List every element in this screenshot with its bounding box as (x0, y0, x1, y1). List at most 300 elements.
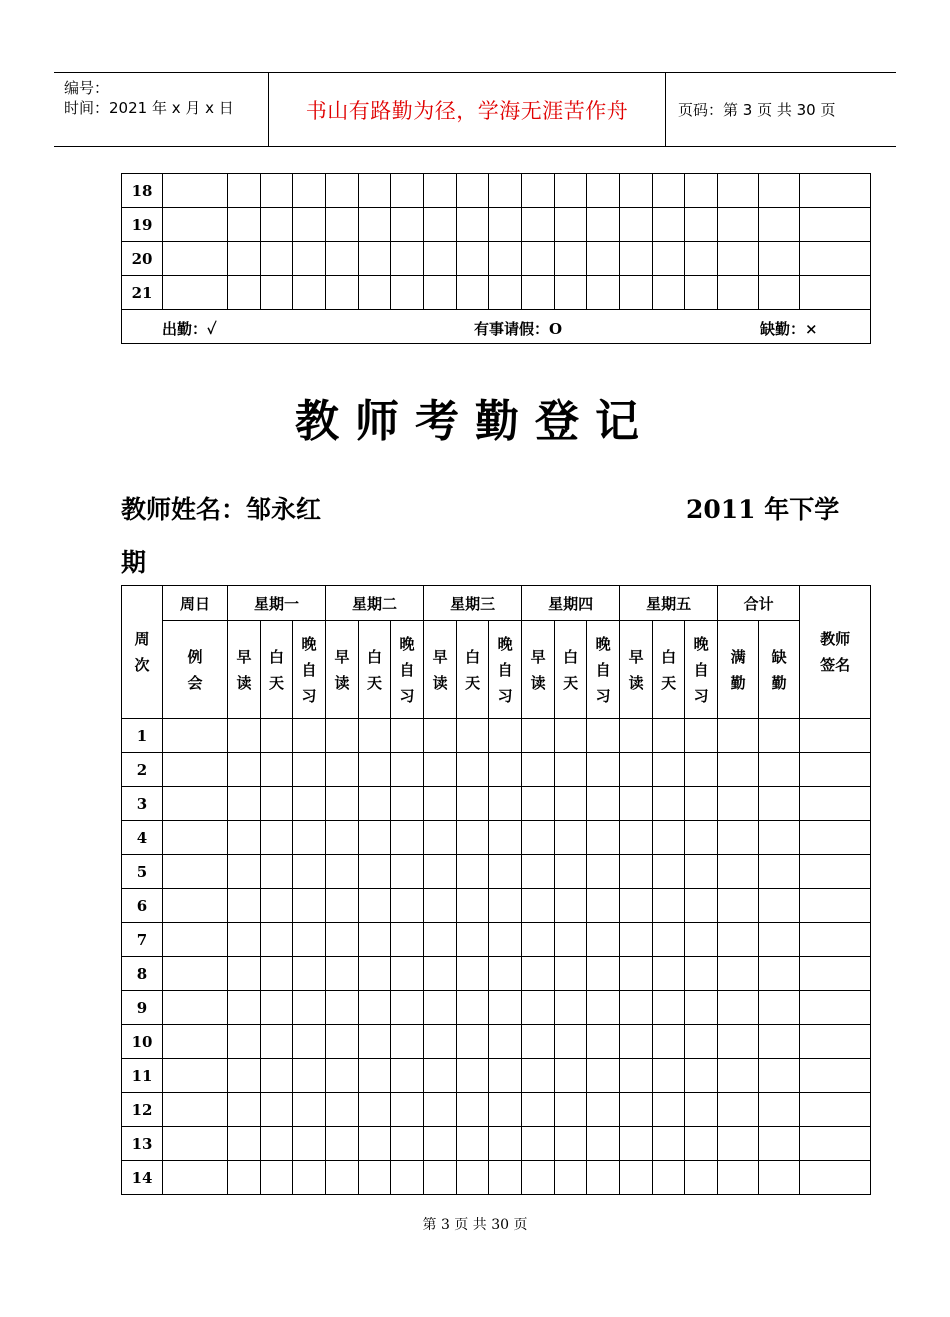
attendance-cell[interactable] (326, 753, 359, 787)
attendance-cell[interactable] (293, 1127, 326, 1161)
attendance-cell[interactable] (261, 923, 293, 957)
attendance-cell[interactable] (261, 208, 293, 242)
attendance-cell[interactable] (163, 174, 228, 208)
attendance-cell[interactable] (457, 957, 489, 991)
attendance-cell[interactable] (653, 1059, 685, 1093)
attendance-cell[interactable] (293, 787, 326, 821)
attendance-cell[interactable] (293, 753, 326, 787)
attendance-cell[interactable] (457, 889, 489, 923)
attendance-cell[interactable] (653, 276, 685, 310)
attendance-cell[interactable] (228, 719, 261, 753)
attendance-cell[interactable] (555, 957, 587, 991)
attendance-cell[interactable] (228, 753, 261, 787)
attendance-cell[interactable] (359, 276, 391, 310)
attendance-cell[interactable] (587, 242, 620, 276)
attendance-cell[interactable] (587, 1161, 620, 1195)
attendance-cell[interactable] (489, 1059, 522, 1093)
attendance-cell[interactable] (293, 1025, 326, 1059)
attendance-cell[interactable] (261, 276, 293, 310)
attendance-cell[interactable] (718, 174, 759, 208)
attendance-cell[interactable] (685, 1059, 718, 1093)
attendance-cell[interactable] (620, 991, 653, 1025)
attendance-cell[interactable] (261, 1025, 293, 1059)
attendance-cell[interactable] (489, 1127, 522, 1161)
attendance-cell[interactable] (620, 276, 653, 310)
attendance-cell[interactable] (228, 923, 261, 957)
attendance-cell[interactable] (261, 889, 293, 923)
attendance-cell[interactable] (555, 208, 587, 242)
attendance-cell[interactable] (359, 821, 391, 855)
attendance-cell[interactable] (261, 1059, 293, 1093)
attendance-cell[interactable] (391, 923, 424, 957)
attendance-cell[interactable] (228, 242, 261, 276)
attendance-cell[interactable] (457, 1093, 489, 1127)
attendance-cell[interactable] (359, 242, 391, 276)
attendance-cell[interactable] (391, 719, 424, 753)
attendance-cell[interactable] (424, 923, 457, 957)
attendance-cell[interactable] (718, 855, 759, 889)
attendance-cell[interactable] (653, 1093, 685, 1127)
attendance-cell[interactable] (359, 719, 391, 753)
attendance-cell[interactable] (293, 276, 326, 310)
attendance-cell[interactable] (685, 719, 718, 753)
attendance-cell[interactable] (391, 174, 424, 208)
attendance-cell[interactable] (326, 923, 359, 957)
attendance-cell[interactable] (391, 991, 424, 1025)
attendance-cell[interactable] (163, 1025, 228, 1059)
attendance-cell[interactable] (759, 1025, 800, 1059)
attendance-cell[interactable] (685, 753, 718, 787)
attendance-cell[interactable] (685, 1161, 718, 1195)
attendance-cell[interactable] (457, 787, 489, 821)
attendance-cell[interactable] (685, 208, 718, 242)
attendance-cell[interactable] (587, 719, 620, 753)
attendance-cell[interactable] (261, 855, 293, 889)
attendance-cell[interactable] (555, 855, 587, 889)
attendance-cell[interactable] (391, 1127, 424, 1161)
attendance-cell[interactable] (326, 276, 359, 310)
attendance-cell[interactable] (587, 821, 620, 855)
attendance-cell[interactable] (261, 753, 293, 787)
attendance-cell[interactable] (163, 208, 228, 242)
attendance-cell[interactable] (359, 1093, 391, 1127)
attendance-cell[interactable] (359, 889, 391, 923)
attendance-cell[interactable] (800, 276, 871, 310)
attendance-cell[interactable] (359, 787, 391, 821)
attendance-cell[interactable] (261, 1127, 293, 1161)
attendance-cell[interactable] (620, 889, 653, 923)
attendance-cell[interactable] (261, 1161, 293, 1195)
attendance-cell[interactable] (424, 855, 457, 889)
attendance-cell[interactable] (489, 174, 522, 208)
attendance-cell[interactable] (759, 787, 800, 821)
attendance-cell[interactable] (800, 787, 871, 821)
attendance-cell[interactable] (587, 855, 620, 889)
attendance-cell[interactable] (759, 276, 800, 310)
attendance-cell[interactable] (800, 1093, 871, 1127)
attendance-cell[interactable] (718, 719, 759, 753)
attendance-cell[interactable] (293, 208, 326, 242)
attendance-cell[interactable] (685, 991, 718, 1025)
attendance-cell[interactable] (620, 1127, 653, 1161)
attendance-cell[interactable] (555, 174, 587, 208)
attendance-cell[interactable] (759, 1059, 800, 1093)
attendance-cell[interactable] (800, 991, 871, 1025)
attendance-cell[interactable] (326, 208, 359, 242)
attendance-cell[interactable] (261, 787, 293, 821)
attendance-cell[interactable] (759, 208, 800, 242)
attendance-cell[interactable] (359, 174, 391, 208)
attendance-cell[interactable] (620, 821, 653, 855)
attendance-cell[interactable] (522, 242, 555, 276)
attendance-cell[interactable] (489, 753, 522, 787)
attendance-cell[interactable] (326, 174, 359, 208)
attendance-cell[interactable] (522, 1161, 555, 1195)
attendance-cell[interactable] (759, 753, 800, 787)
attendance-cell[interactable] (391, 276, 424, 310)
attendance-cell[interactable] (522, 1127, 555, 1161)
attendance-cell[interactable] (555, 923, 587, 957)
attendance-cell[interactable] (326, 1059, 359, 1093)
attendance-cell[interactable] (685, 276, 718, 310)
attendance-cell[interactable] (228, 855, 261, 889)
attendance-cell[interactable] (653, 1161, 685, 1195)
attendance-cell[interactable] (685, 957, 718, 991)
attendance-cell[interactable] (424, 242, 457, 276)
attendance-cell[interactable] (424, 957, 457, 991)
attendance-cell[interactable] (326, 855, 359, 889)
attendance-cell[interactable] (653, 1127, 685, 1161)
attendance-cell[interactable] (718, 1025, 759, 1059)
attendance-cell[interactable] (326, 1025, 359, 1059)
attendance-cell[interactable] (489, 889, 522, 923)
attendance-cell[interactable] (391, 1059, 424, 1093)
attendance-cell[interactable] (391, 889, 424, 923)
attendance-cell[interactable] (228, 821, 261, 855)
attendance-cell[interactable] (685, 821, 718, 855)
attendance-cell[interactable] (620, 1093, 653, 1127)
attendance-cell[interactable] (424, 208, 457, 242)
attendance-cell[interactable] (163, 719, 228, 753)
attendance-cell[interactable] (800, 208, 871, 242)
attendance-cell[interactable] (620, 753, 653, 787)
attendance-cell[interactable] (522, 1093, 555, 1127)
attendance-cell[interactable] (587, 174, 620, 208)
attendance-cell[interactable] (424, 889, 457, 923)
attendance-cell[interactable] (620, 1059, 653, 1093)
attendance-cell[interactable] (489, 242, 522, 276)
attendance-cell[interactable] (587, 753, 620, 787)
attendance-cell[interactable] (293, 957, 326, 991)
attendance-cell[interactable] (228, 991, 261, 1025)
attendance-cell[interactable] (759, 1093, 800, 1127)
attendance-cell[interactable] (685, 174, 718, 208)
attendance-cell[interactable] (424, 1059, 457, 1093)
attendance-cell[interactable] (457, 923, 489, 957)
attendance-cell[interactable] (359, 1059, 391, 1093)
attendance-cell[interactable] (163, 1093, 228, 1127)
attendance-cell[interactable] (759, 821, 800, 855)
attendance-cell[interactable] (457, 208, 489, 242)
attendance-cell[interactable] (685, 787, 718, 821)
attendance-cell[interactable] (718, 1059, 759, 1093)
attendance-cell[interactable] (359, 855, 391, 889)
attendance-cell[interactable] (163, 242, 228, 276)
attendance-cell[interactable] (293, 889, 326, 923)
attendance-cell[interactable] (718, 821, 759, 855)
attendance-cell[interactable] (391, 753, 424, 787)
attendance-cell[interactable] (293, 174, 326, 208)
attendance-cell[interactable] (555, 1161, 587, 1195)
attendance-cell[interactable] (261, 957, 293, 991)
attendance-cell[interactable] (685, 855, 718, 889)
attendance-cell[interactable] (587, 957, 620, 991)
attendance-cell[interactable] (555, 719, 587, 753)
attendance-cell[interactable] (457, 1025, 489, 1059)
attendance-cell[interactable] (489, 787, 522, 821)
attendance-cell[interactable] (522, 855, 555, 889)
attendance-cell[interactable] (620, 208, 653, 242)
attendance-cell[interactable] (685, 889, 718, 923)
attendance-cell[interactable] (555, 1127, 587, 1161)
attendance-cell[interactable] (718, 1161, 759, 1195)
attendance-cell[interactable] (424, 174, 457, 208)
attendance-cell[interactable] (391, 855, 424, 889)
attendance-cell[interactable] (759, 991, 800, 1025)
attendance-cell[interactable] (555, 991, 587, 1025)
attendance-cell[interactable] (359, 991, 391, 1025)
attendance-cell[interactable] (391, 1093, 424, 1127)
attendance-cell[interactable] (293, 719, 326, 753)
attendance-cell[interactable] (359, 1025, 391, 1059)
attendance-cell[interactable] (800, 242, 871, 276)
attendance-cell[interactable] (424, 1161, 457, 1195)
attendance-cell[interactable] (228, 1093, 261, 1127)
attendance-cell[interactable] (653, 1025, 685, 1059)
attendance-cell[interactable] (457, 242, 489, 276)
attendance-cell[interactable] (522, 889, 555, 923)
attendance-cell[interactable] (293, 242, 326, 276)
attendance-cell[interactable] (424, 753, 457, 787)
attendance-cell[interactable] (359, 208, 391, 242)
attendance-cell[interactable] (759, 889, 800, 923)
attendance-cell[interactable] (759, 923, 800, 957)
attendance-cell[interactable] (228, 1127, 261, 1161)
attendance-cell[interactable] (293, 821, 326, 855)
attendance-cell[interactable] (620, 923, 653, 957)
attendance-cell[interactable] (489, 855, 522, 889)
attendance-cell[interactable] (457, 1161, 489, 1195)
attendance-cell[interactable] (685, 1093, 718, 1127)
attendance-cell[interactable] (326, 957, 359, 991)
attendance-cell[interactable] (522, 174, 555, 208)
attendance-cell[interactable] (457, 821, 489, 855)
attendance-cell[interactable] (163, 1059, 228, 1093)
attendance-cell[interactable] (228, 276, 261, 310)
attendance-cell[interactable] (359, 957, 391, 991)
attendance-cell[interactable] (261, 991, 293, 1025)
attendance-cell[interactable] (489, 821, 522, 855)
attendance-cell[interactable] (261, 242, 293, 276)
attendance-cell[interactable] (326, 991, 359, 1025)
attendance-cell[interactable] (653, 889, 685, 923)
attendance-cell[interactable] (800, 889, 871, 923)
attendance-cell[interactable] (522, 991, 555, 1025)
attendance-cell[interactable] (293, 923, 326, 957)
attendance-cell[interactable] (800, 923, 871, 957)
attendance-cell[interactable] (457, 1059, 489, 1093)
attendance-cell[interactable] (489, 1161, 522, 1195)
attendance-cell[interactable] (685, 1025, 718, 1059)
attendance-cell[interactable] (163, 957, 228, 991)
attendance-cell[interactable] (522, 787, 555, 821)
attendance-cell[interactable] (326, 719, 359, 753)
attendance-cell[interactable] (759, 1161, 800, 1195)
attendance-cell[interactable] (457, 719, 489, 753)
attendance-cell[interactable] (555, 821, 587, 855)
attendance-cell[interactable] (228, 174, 261, 208)
attendance-cell[interactable] (685, 1127, 718, 1161)
attendance-cell[interactable] (228, 1059, 261, 1093)
attendance-cell[interactable] (555, 1093, 587, 1127)
attendance-cell[interactable] (326, 242, 359, 276)
attendance-cell[interactable] (620, 1025, 653, 1059)
attendance-cell[interactable] (522, 276, 555, 310)
attendance-cell[interactable] (489, 957, 522, 991)
attendance-cell[interactable] (587, 1059, 620, 1093)
attendance-cell[interactable] (457, 1127, 489, 1161)
attendance-cell[interactable] (800, 719, 871, 753)
attendance-cell[interactable] (718, 753, 759, 787)
attendance-cell[interactable] (391, 787, 424, 821)
attendance-cell[interactable] (359, 1127, 391, 1161)
attendance-cell[interactable] (653, 787, 685, 821)
attendance-cell[interactable] (293, 855, 326, 889)
attendance-cell[interactable] (587, 787, 620, 821)
attendance-cell[interactable] (587, 889, 620, 923)
attendance-cell[interactable] (457, 855, 489, 889)
attendance-cell[interactable] (261, 174, 293, 208)
attendance-cell[interactable] (424, 719, 457, 753)
attendance-cell[interactable] (653, 208, 685, 242)
attendance-cell[interactable] (800, 855, 871, 889)
attendance-cell[interactable] (163, 923, 228, 957)
attendance-cell[interactable] (620, 174, 653, 208)
attendance-cell[interactable] (424, 991, 457, 1025)
attendance-cell[interactable] (424, 1127, 457, 1161)
attendance-cell[interactable] (326, 1093, 359, 1127)
attendance-cell[interactable] (759, 957, 800, 991)
attendance-cell[interactable] (653, 753, 685, 787)
attendance-cell[interactable] (759, 719, 800, 753)
attendance-cell[interactable] (424, 1025, 457, 1059)
attendance-cell[interactable] (555, 889, 587, 923)
attendance-cell[interactable] (489, 1025, 522, 1059)
attendance-cell[interactable] (620, 787, 653, 821)
attendance-cell[interactable] (620, 719, 653, 753)
attendance-cell[interactable] (359, 1161, 391, 1195)
attendance-cell[interactable] (587, 1093, 620, 1127)
attendance-cell[interactable] (228, 889, 261, 923)
attendance-cell[interactable] (653, 242, 685, 276)
attendance-cell[interactable] (163, 991, 228, 1025)
attendance-cell[interactable] (457, 174, 489, 208)
attendance-cell[interactable] (163, 855, 228, 889)
attendance-cell[interactable] (424, 276, 457, 310)
attendance-cell[interactable] (555, 1059, 587, 1093)
attendance-cell[interactable] (587, 208, 620, 242)
attendance-cell[interactable] (522, 957, 555, 991)
attendance-cell[interactable] (261, 719, 293, 753)
attendance-cell[interactable] (555, 787, 587, 821)
attendance-cell[interactable] (800, 1161, 871, 1195)
attendance-cell[interactable] (653, 957, 685, 991)
attendance-cell[interactable] (228, 787, 261, 821)
attendance-cell[interactable] (653, 719, 685, 753)
attendance-cell[interactable] (620, 957, 653, 991)
attendance-cell[interactable] (718, 923, 759, 957)
attendance-cell[interactable] (587, 1025, 620, 1059)
attendance-cell[interactable] (653, 855, 685, 889)
attendance-cell[interactable] (163, 787, 228, 821)
attendance-cell[interactable] (522, 208, 555, 242)
attendance-cell[interactable] (359, 753, 391, 787)
attendance-cell[interactable] (522, 1025, 555, 1059)
attendance-cell[interactable] (800, 1059, 871, 1093)
attendance-cell[interactable] (261, 1093, 293, 1127)
attendance-cell[interactable] (685, 923, 718, 957)
attendance-cell[interactable] (457, 276, 489, 310)
attendance-cell[interactable] (424, 787, 457, 821)
attendance-cell[interactable] (163, 753, 228, 787)
attendance-cell[interactable] (718, 208, 759, 242)
attendance-cell[interactable] (522, 753, 555, 787)
attendance-cell[interactable] (555, 242, 587, 276)
attendance-cell[interactable] (228, 1025, 261, 1059)
attendance-cell[interactable] (457, 991, 489, 1025)
attendance-cell[interactable] (587, 923, 620, 957)
attendance-cell[interactable] (489, 991, 522, 1025)
attendance-cell[interactable] (522, 1059, 555, 1093)
attendance-cell[interactable] (718, 276, 759, 310)
attendance-cell[interactable] (163, 889, 228, 923)
attendance-cell[interactable] (424, 821, 457, 855)
attendance-cell[interactable] (391, 821, 424, 855)
attendance-cell[interactable] (326, 1161, 359, 1195)
attendance-cell[interactable] (759, 855, 800, 889)
attendance-cell[interactable] (391, 957, 424, 991)
attendance-cell[interactable] (522, 923, 555, 957)
attendance-cell[interactable] (800, 753, 871, 787)
attendance-cell[interactable] (759, 174, 800, 208)
attendance-cell[interactable] (522, 821, 555, 855)
attendance-cell[interactable] (293, 1059, 326, 1093)
attendance-cell[interactable] (326, 1127, 359, 1161)
attendance-cell[interactable] (489, 719, 522, 753)
attendance-cell[interactable] (800, 821, 871, 855)
attendance-cell[interactable] (718, 1093, 759, 1127)
attendance-cell[interactable] (718, 787, 759, 821)
attendance-cell[interactable] (620, 1161, 653, 1195)
attendance-cell[interactable] (163, 276, 228, 310)
attendance-cell[interactable] (424, 1093, 457, 1127)
attendance-cell[interactable] (718, 889, 759, 923)
attendance-cell[interactable] (653, 174, 685, 208)
attendance-cell[interactable] (759, 1127, 800, 1161)
attendance-cell[interactable] (326, 821, 359, 855)
attendance-cell[interactable] (326, 787, 359, 821)
attendance-cell[interactable] (653, 821, 685, 855)
